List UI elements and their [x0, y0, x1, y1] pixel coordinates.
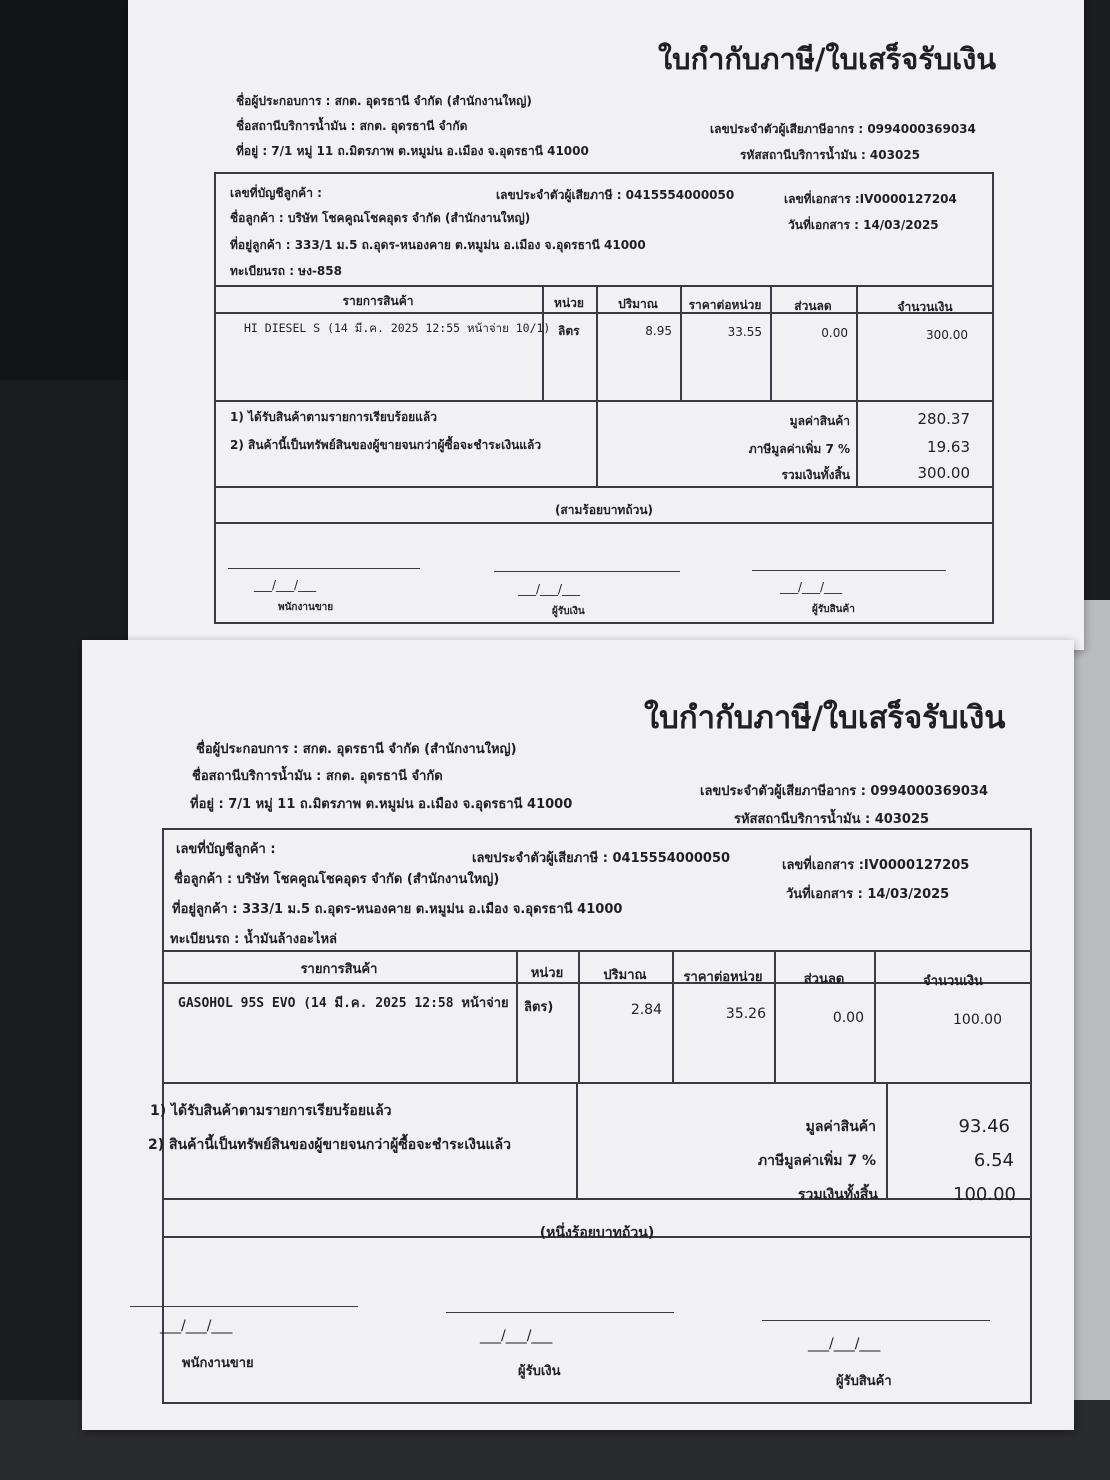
note-ownership: 2) สินค้านี้เป็นทรัพย์สินของผู้ขายจนกว่าผู้ซื้อจะชำระเงินแล้ว	[148, 1137, 511, 1153]
column-header-discount: ส่วนลด	[803, 972, 845, 987]
item-unit: ลิตร)	[524, 1000, 554, 1015]
signature-label-receiver: ผู้รับสินค้า	[836, 1374, 892, 1389]
date-blank: ___/___/___	[518, 582, 581, 596]
station-name: ชื่อสถานีบริการน้ำมัน : สกต. อุดรธานี จำกัด	[236, 119, 468, 133]
goods-value: 280.37	[917, 410, 970, 428]
customer-address: ที่อยู่ลูกค้า : 333/1 ม.5 ถ.อุดร-หนองคาย ต.หมูม่น อ.เมือง จ.อุดรธานี 41000	[172, 902, 623, 917]
vehicle-plate: ทะเบียนรถ : ษง-858	[230, 264, 342, 278]
item-amount: 300.00	[926, 328, 968, 342]
item-discount: 0.00	[832, 1010, 864, 1026]
signature-line	[494, 571, 680, 572]
item-unit-price: 33.55	[727, 325, 762, 339]
column-header-unit-price: ราคาต่อหน่วย	[688, 298, 762, 312]
receipt-title: ใบกำกับภาษี/ใบเสร็จรับเงิน	[658, 42, 997, 76]
background-keyboard	[0, 0, 140, 380]
column-header-qty: ปริมาณ	[603, 968, 647, 983]
vat-amount: 19.63	[927, 438, 970, 456]
item-quantity: 8.95	[645, 324, 672, 338]
document-date: วันที่เอกสาร : 14/03/2025	[788, 218, 939, 232]
customer-name: ชื่อลูกค้า : บริษัท โชคคูณโชคอุดร จำกัด (สำนักงานใหญ่)	[230, 211, 531, 225]
station-code: รหัสสถานีบริการน้ำมัน : 403025	[740, 148, 921, 162]
signature-line	[446, 1312, 674, 1313]
vat-amount: 6.54	[973, 1150, 1014, 1171]
customer-account: เลขที่บัญชีลูกค้า :	[176, 842, 276, 857]
signature-label-sales: พนักงานขาย	[278, 602, 334, 613]
table-rule	[214, 400, 994, 402]
total-amount: 100.00	[953, 1184, 1016, 1205]
operator-name: ชื่อผู้ประกอบการ : สกต. อุดรธานี จำกัด (สำนักงานใหญ่)	[236, 94, 532, 108]
note-ownership: 2) สินค้านี้เป็นทรัพย์สินของผู้ขายจนกว่าผู้ซื้อจะชำระเงินแล้ว	[230, 438, 542, 452]
customer-name: ชื่อลูกค้า : บริษัท โชคคูณโชคอุดร จำกัด (สำนักงานใหญ่)	[174, 872, 500, 887]
table-rule	[576, 1082, 578, 1198]
item-unit-price: 35.26	[725, 1006, 766, 1022]
signature-line	[130, 1306, 358, 1307]
table-rule	[886, 1082, 888, 1198]
date-blank: ___/___/___	[254, 578, 317, 592]
customer-tax-id: เลขประจำตัวผู้เสียภาษี : 0415554000050	[472, 851, 731, 866]
table-rule	[214, 522, 994, 524]
receipt-1	[128, 0, 1084, 650]
item-quantity: 2.84	[630, 1002, 662, 1018]
date-blank: ___/___/___	[808, 1336, 881, 1352]
item-description: HI DIESEL S (14 มี.ค. 2025 12:55 หน้าจ่าย 10/1)	[244, 321, 551, 335]
signature-label-receiver: ผู้รับสินค้า	[812, 604, 855, 615]
taxpayer-id: เลขประจำตัวผู้เสียภาษีอากร : 0994000369034	[710, 122, 976, 136]
column-header-unit-price: ราคาต่อหน่วย	[683, 970, 763, 985]
column-header-amount: จำนวนเงิน	[897, 300, 953, 314]
station-address: ที่อยู่ : 7/1 หมู่ 11 ถ.มิตรภาพ ต.หมูม่น อ.เมือง จ.อุดรธานี 41000	[236, 144, 589, 158]
table-rule	[162, 950, 1032, 952]
column-header-item: รายการสินค้า	[300, 962, 378, 977]
customer-tax-id: เลขประจำตัวผู้เสียภาษี : 0415554000050	[496, 188, 735, 202]
table-rule	[214, 486, 994, 488]
table-rule	[214, 285, 994, 287]
amount-in-words: (หนึ่งร้อยบาทถ้วน)	[539, 1225, 655, 1241]
date-blank: ___/___/___	[480, 1328, 553, 1344]
signature-label-cashier: ผู้รับเงิน	[552, 606, 585, 617]
customer-address: ที่อยู่ลูกค้า : 333/1 ม.5 ถ.อุดร-หนองคาย ต.หมูม่น อ.เมือง จ.อุดรธานี 41000	[230, 238, 646, 252]
vehicle-plate: ทะเบียนรถ : น้ำมันล้างอะไหล่	[170, 932, 337, 947]
column-header-amount: จำนวนเงิน	[923, 974, 983, 989]
total-amount: 300.00	[917, 464, 970, 482]
operator-name: ชื่อผู้ประกอบการ : สกต. อุดรธานี จำกัด (สำนักงานใหญ่)	[196, 742, 517, 757]
total-label: รวมเงินทั้งสิ้น	[781, 468, 850, 482]
station-name: ชื่อสถานีบริการน้ำมัน : สกต. อุดรธานี จำกัด	[192, 769, 443, 784]
station-address: ที่อยู่ : 7/1 หมู่ 11 ถ.มิตรภาพ ต.หมูม่น อ.เมือง จ.อุดรธานี 41000	[190, 797, 573, 812]
receipt-title: ใบกำกับภาษี/ใบเสร็จรับเงิน	[644, 700, 1006, 736]
item-amount: 100.00	[953, 1012, 1002, 1028]
goods-value-label: มูลค่าสินค้า	[789, 414, 850, 428]
table-rule	[596, 400, 598, 486]
amount-in-words: (สามร้อยบาทถ้วน)	[554, 503, 654, 517]
item-discount: 0.00	[821, 326, 848, 340]
signature-label-cashier: ผู้รับเงิน	[518, 1364, 561, 1379]
date-blank: ___/___/___	[160, 1318, 233, 1334]
vat-label: ภาษีมูลค่าเพิ่ม 7 %	[757, 1153, 876, 1169]
note-received: 1) ได้รับสินค้าตามรายการเรียบร้อยแล้ว	[150, 1103, 392, 1119]
note-received: 1) ได้รับสินค้าตามรายการเรียบร้อยแล้ว	[230, 410, 438, 424]
column-header-unit: หน่วย	[554, 296, 584, 310]
column-header-unit: หน่วย	[530, 966, 564, 981]
column-header-discount: ส่วนลด	[794, 299, 832, 313]
document-number: เลขที่เอกสาร :IV0000127204	[784, 192, 957, 206]
item-description: GASOHOL 95S EVO (14 มี.ค. 2025 12:58 หน้าจ่าย	[178, 996, 509, 1011]
table-rule	[162, 1082, 1032, 1084]
goods-value: 93.46	[958, 1116, 1010, 1137]
item-unit: ลิตร	[558, 324, 580, 338]
total-label: รวมเงินทั้งสิ้น	[798, 1187, 878, 1203]
goods-value-label: มูลค่าสินค้า	[805, 1119, 876, 1135]
customer-account: เลขที่บัญชีลูกค้า :	[230, 186, 322, 200]
column-header-item: รายการสินค้า	[342, 294, 414, 308]
station-code: รหัสสถานีบริการน้ำมัน : 403025	[734, 812, 930, 827]
signature-line	[752, 570, 946, 571]
vat-label: ภาษีมูลค่าเพิ่ม 7 %	[748, 442, 850, 456]
document-date: วันที่เอกสาร : 14/03/2025	[786, 887, 950, 902]
document-number: เลขที่เอกสาร :IV0000127205	[782, 858, 970, 873]
date-blank: ___/___/___	[780, 580, 843, 594]
signature-line	[762, 1320, 990, 1321]
column-header-qty: ปริมาณ	[618, 297, 658, 311]
receipt-2	[82, 640, 1074, 1430]
signature-line	[228, 568, 420, 569]
signature-label-sales: พนักงานขาย	[182, 1356, 254, 1371]
taxpayer-id: เลขประจำตัวผู้เสียภาษีอากร : 0994000369034	[700, 784, 989, 799]
